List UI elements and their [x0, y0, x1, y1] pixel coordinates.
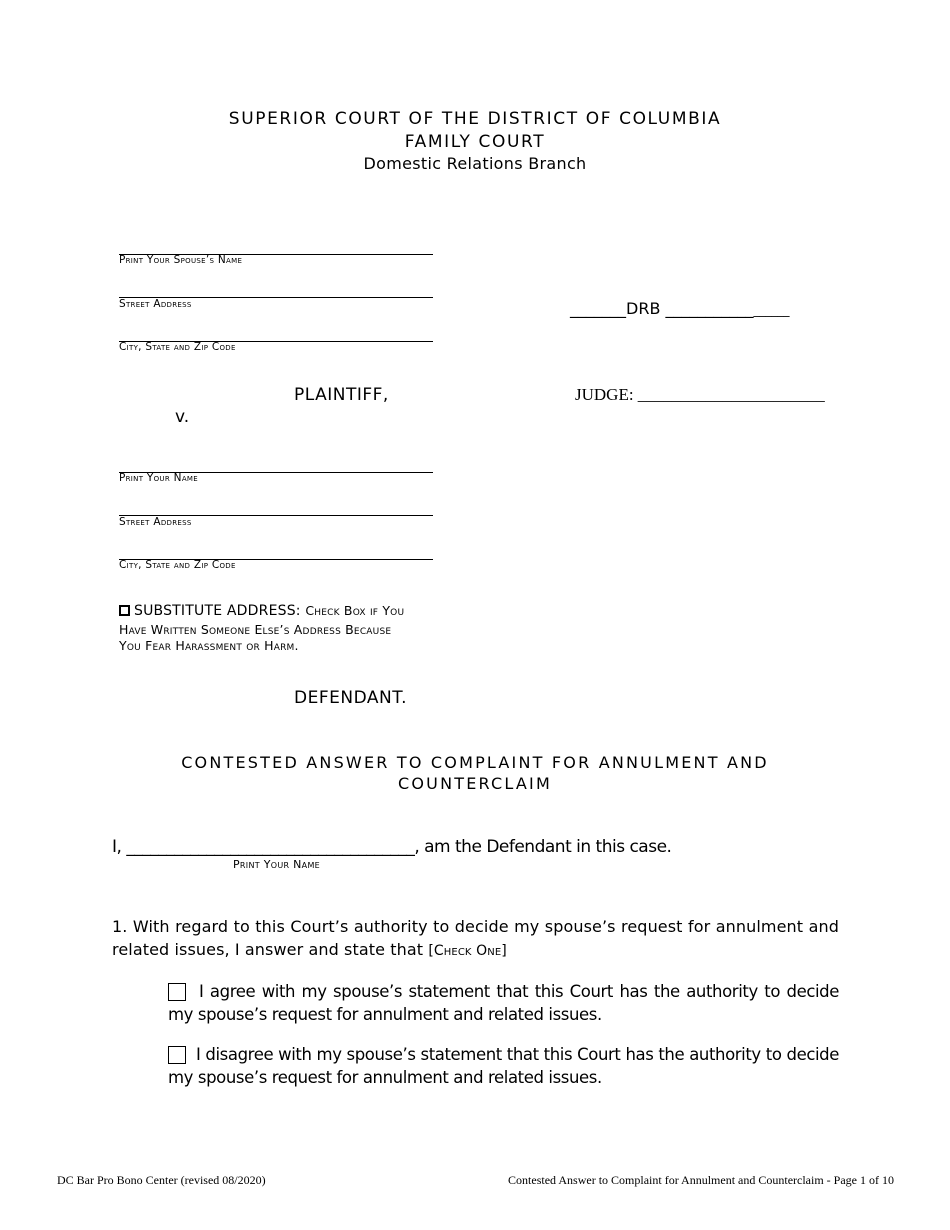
- substitute-address-checkbox[interactable]: [119, 605, 130, 616]
- plaintiff-role: PLAINTIFF,: [294, 385, 389, 405]
- question-1-text: 1. With regard to this Court’s authority to decide my spouse’s request for annulment and related issues, I answer and state that: [112, 917, 839, 959]
- defendant-street-label: Street Address: [119, 516, 192, 528]
- footer-left: DC Bar Pro Bono Center (revised 08/2020): [57, 1173, 266, 1187]
- substitute-address-row: [119, 603, 404, 619]
- defendant-name-label: Print Your Name: [119, 472, 198, 484]
- defendant-role: DEFENDANT.: [294, 688, 407, 708]
- question-1: [112, 915, 839, 963]
- defendant-statement[interactable]: I, ____________________________________, am the Defendant in this case.: [112, 837, 672, 857]
- question-1-instruction: [Check One]: [428, 943, 507, 959]
- case-number: _______DRB ___________: [570, 299, 754, 318]
- document-title-line2: COUNTERCLAIM: [398, 774, 552, 793]
- statement-name-label: Print Your Name: [233, 858, 321, 871]
- court-division: FAMILY COURT: [404, 132, 546, 152]
- agree-option-text: I agree with my spouse’s statement that this Court has the authority to decide my spouse’s request for annulment and related issues.: [168, 982, 839, 1024]
- substitute-address-instruction-line2: Have Written Someone Else’s Address Because: [119, 622, 392, 637]
- substitute-address-instruction-line3: You Fear Harassment or Harm.: [119, 638, 299, 653]
- substitute-address-heading: SUBSTITUTE ADDRESS:: [134, 603, 301, 619]
- case-number-tail: ______: [753, 303, 790, 317]
- defendant-city-label: City, State and Zip Code: [119, 559, 236, 571]
- plaintiff-city-label: City, State and Zip Code: [119, 341, 236, 353]
- versus: v.: [175, 407, 190, 427]
- court-name: SUPERIOR COURT OF THE DISTRICT OF COLUMBIA: [228, 109, 722, 129]
- plaintiff-street-label: Street Address: [119, 298, 192, 310]
- case-number-field[interactable]: [570, 299, 790, 318]
- plaintiff-name-label: Print Your Spouse’s Name: [119, 254, 243, 266]
- court-branch: Domestic Relations Branch: [363, 154, 587, 173]
- judge-field[interactable]: JUDGE: ______________________: [575, 385, 825, 404]
- document-title-line1: CONTESTED ANSWER TO COMPLAINT FOR ANNULMENT AND: [181, 753, 769, 772]
- substitute-address-instruction: Check Box if You: [305, 603, 405, 618]
- disagree-option-text: I disagree with my spouse’s statement that this Court has the authority to decide my spouse’s request for annulment and related issues.: [168, 1045, 839, 1087]
- footer-right: Contested Answer to Complaint for Annulment and Counterclaim - Page 1 of 10: [508, 1173, 894, 1187]
